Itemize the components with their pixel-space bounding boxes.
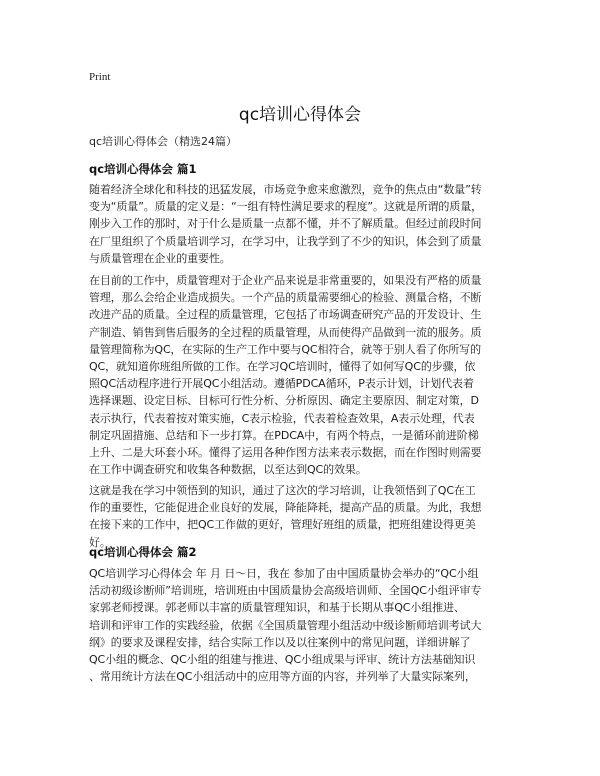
paragraph-line: 变为“质量”。质量的定义是：“一组有特性满足要求的程度”。这就是所谓的质量， [89,200,482,214]
paragraph-line: 纲》的要求及课程安排，结合实际工作以及以往案例中的常见问题，详细讲解了 [89,635,471,649]
paragraph-line: 这就是我在学习中领悟到的知识，通过了这次的学习培训，让我领悟到了QC在工 [89,484,476,497]
paragraph-line: 管理，那么会给企业造成损失。一个产品的质量需要细心的检验、测量合格，不断 [89,291,482,305]
paragraph-line: 表示执行，代表着按对策实施，C表示检验，代表着检查效果，A表示处理，代表 [89,411,475,425]
paragraph-line: 选择课题、设定目标、目标可行性分析、分析原因、确定主要原因、制定对策，D [89,394,479,408]
paragraph-line: 与质量管理在企业的重要性。 [89,251,231,265]
paragraph-line: QC小组的概念、QC小组的组建与推进、QC小组成果与评审、统计方法基础知识 [89,652,476,666]
paragraph-line: 上升、二是大环套小环。懂得了运用各种作图方法来表示数据，而在作图时则需要 [89,445,482,459]
paragraph-line: 家郭老师授课。郭老师以丰富的质量管理知识，和基于长期从事QC小组推进、 [89,601,465,615]
paragraph-line: 改进产品的质量。全过程的质量管理，它包括了市场调查研究产品的开发设计、生 [89,308,482,322]
paragraph-line: 刚步入工作的那时，对于什么是质量一点都不懂，并不了解质量。但经过前段时间 [89,217,482,231]
paragraph-line: QC，就知道你班组所做的工作。在学习QC培训时，懂得了如何写QC的步骤，依 [89,359,476,373]
paragraph-line: 活动初级诊断师”培训班，培训班由中国质量协会高级培训师、全国QC小组评审专 [89,584,482,598]
paragraph-line: 产制造、销售到售后服务的全过程的质量管理，从而使得产品做到一流的服务。质 [89,325,482,339]
section-1-paragraph-1 [89,181,517,267]
section-heading-2: qc培训心得体会 篇2 [89,545,197,559]
paragraph-line: 在工作中调查研究和收集各种数据，以至达到QC的效果。 [89,463,367,477]
print-label: Print [89,71,111,83]
document-subtitle: qc培训心得体会（精选24篇） [89,135,238,148]
paragraph-line: 在目前的工作中，质量管理对于企业产品来说是非常重要的，如果没有严格的质量 [89,274,482,287]
section-1-paragraph-3 [89,482,517,551]
section-heading-1: qc培训心得体会 篇1 [89,162,197,176]
paragraph-line: 作的重要性，它能促进企业良好的发展，降能降耗，提高产品的质量。为此，我想 [89,501,482,515]
paragraph-line: 照QC活动程序进行开展QC小组活动。遵循PDCA循环，P表示计划，计划代表着 [89,377,474,391]
paragraph-line: 好。 [89,535,111,549]
section-2-paragraph-1 [89,565,517,685]
paragraph-line: QC培训学习心得体会 年 月 日～日，我在 参加了由中国质量协会举办的“QC小组 [89,567,479,580]
paragraph-line: 培训和评审工作的实践经验，依据《全国质量管理小组活动中级诊断师培训考试大 [89,618,482,632]
paragraph-line: 在厂里组织了个质量培训学习，在学习中，让我学到了不少的知识，体会到了质量 [89,234,482,248]
paragraph-line: 、常用统计方法在QC小组活动中的应用等方面的内容，并列举了大量实际案列， [89,670,476,684]
paragraph-line: 在接下来的工作中，把QC工作做的更好，管理好班组的质量，把班组建设得更美 [89,518,476,532]
paragraph-line: 量管理简称为QC，在实际的生产工作中要与QC相符合，就等于别人看了你所写的 [89,342,481,356]
document-title: qc培训心得体会 [238,105,362,125]
paragraph-line: 制定巩固措施、总结和下一步打算。在PDCA中，有两个特点，一是循环前进阶梯 [89,428,479,442]
paragraph-line: 随着经济全球化和科技的迅猛发展，市场竞争愈来愈激烈，竞争的焦点由“数量”转 [89,183,482,196]
section-1-paragraph-2 [89,272,517,478]
